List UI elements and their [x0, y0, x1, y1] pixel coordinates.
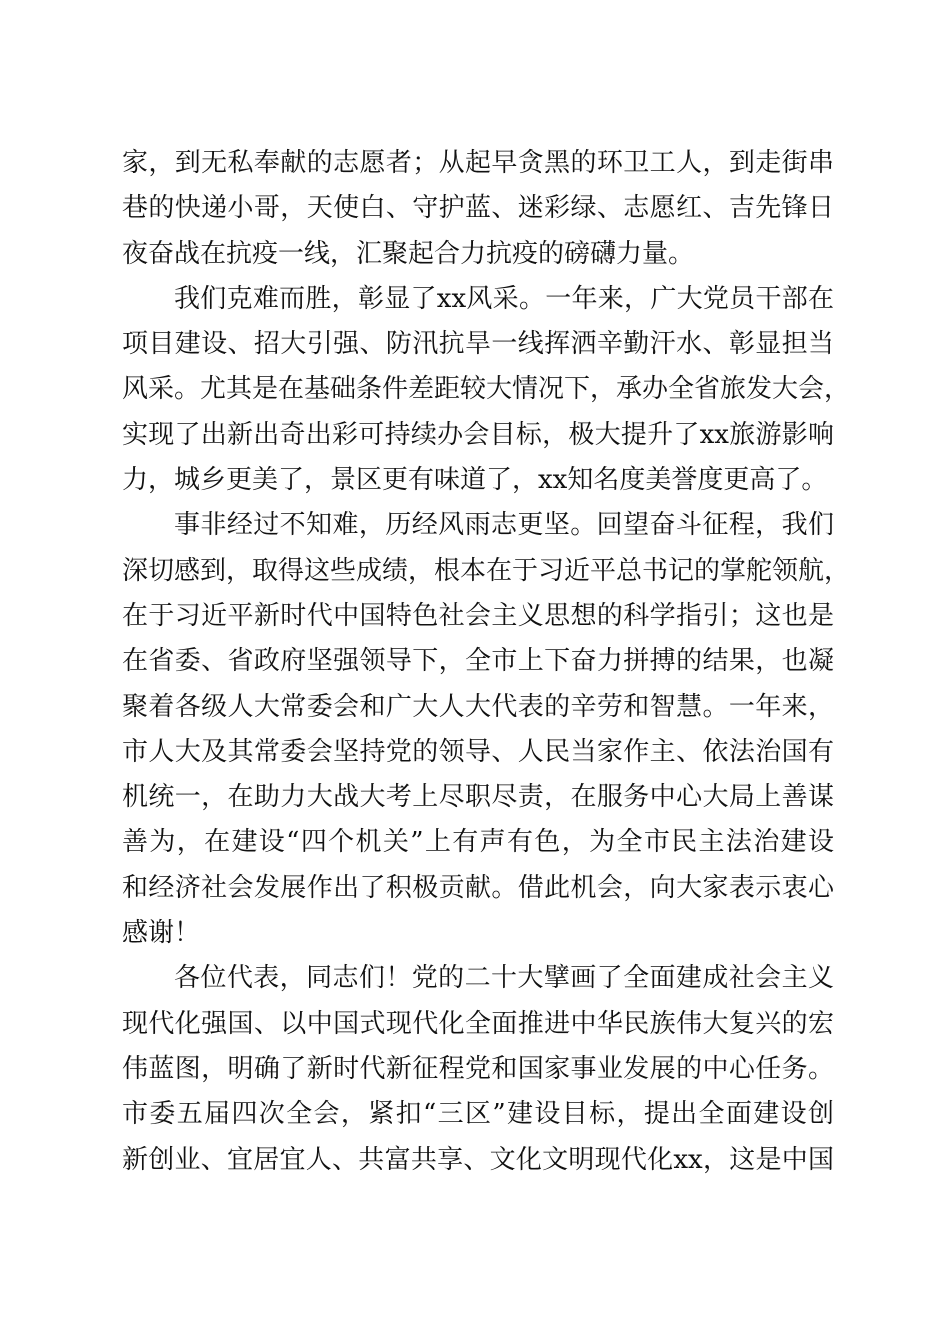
text-line: 新创业、宜居宜人、共富共享、文化文明现代化xx，这是中国 — [122, 1144, 834, 1175]
text-line: 巷的快递小哥，天使白、守护蓝、迷彩绿、志愿红、吉先锋日 — [122, 193, 834, 224]
text-line: 聚着各级人大常委会和广大人大代表的辛劳和智慧。一年来， — [122, 691, 834, 722]
text-line: 机统一，在助力大战大考上尽职尽责，在服务中心大局上善谋 — [122, 782, 834, 813]
paragraph-first-line: 事非经过不知难，历经风雨志更坚。回望奋斗征程，我们 — [174, 510, 834, 541]
text-line: 和经济社会发展作出了积极贡献。借此机会，向大家表示衷心 — [122, 872, 834, 903]
text-line: 力，城乡更美了，景区更有味道了，xx知名度美誉度更高了。 — [122, 465, 828, 496]
text-line: 伟蓝图，明确了新时代新征程党和国家事业发展的中心任务。 — [122, 1053, 834, 1084]
paragraph-first-line: 各位代表，同志们！党的二十大擘画了全面建成社会主义 — [174, 963, 834, 994]
text-line: 项目建设、招大引强、防汛抗旱一线挥洒辛勤汗水、彰显担当 — [122, 329, 834, 360]
text-line: 感谢！ — [122, 918, 201, 949]
body-text — [122, 141, 851, 1183]
text-line: 夜奋战在抗疫一线，汇聚起合力抗疫的磅礴力量。 — [122, 238, 695, 269]
text-line: 实现了出新出奇出彩可持续办会目标，极大提升了xx旅游影响 — [122, 419, 834, 450]
text-line: 市人大及其常委会坚持党的领导、人民当家作主、依法治国有 — [122, 736, 834, 767]
paragraph-first-line: 我们克难而胜，彰显了xx风采。一年来，广大党员干部在 — [174, 283, 834, 314]
text-line: 市委五届四次全会，紧扣“三区”建设目标，提出全面建设创 — [122, 1099, 834, 1130]
text-line: 家，到无私奉献的志愿者；从起早贪黑的环卫工人，到走街串 — [122, 148, 834, 178]
text-line: 风采。尤其是在基础条件差距较大情况下，承办全省旅发大会， — [122, 374, 851, 405]
text-line: 在于习近平新时代中国特色社会主义思想的科学指引；这也是 — [122, 600, 834, 631]
text-line: 深切感到，取得这些成绩，根本在于习近平总书记的掌舵领航， — [122, 555, 851, 586]
text-line: 现代化强国、以中国式现代化全面推进中华民族伟大复兴的宏 — [122, 1008, 834, 1039]
text-line: 善为，在建设“四个机关”上有声有色，为全市民主法治建设 — [122, 827, 834, 858]
text-line: 在省委、省政府坚强领导下，全市上下奋力拼搏的结果，也凝 — [122, 646, 834, 677]
